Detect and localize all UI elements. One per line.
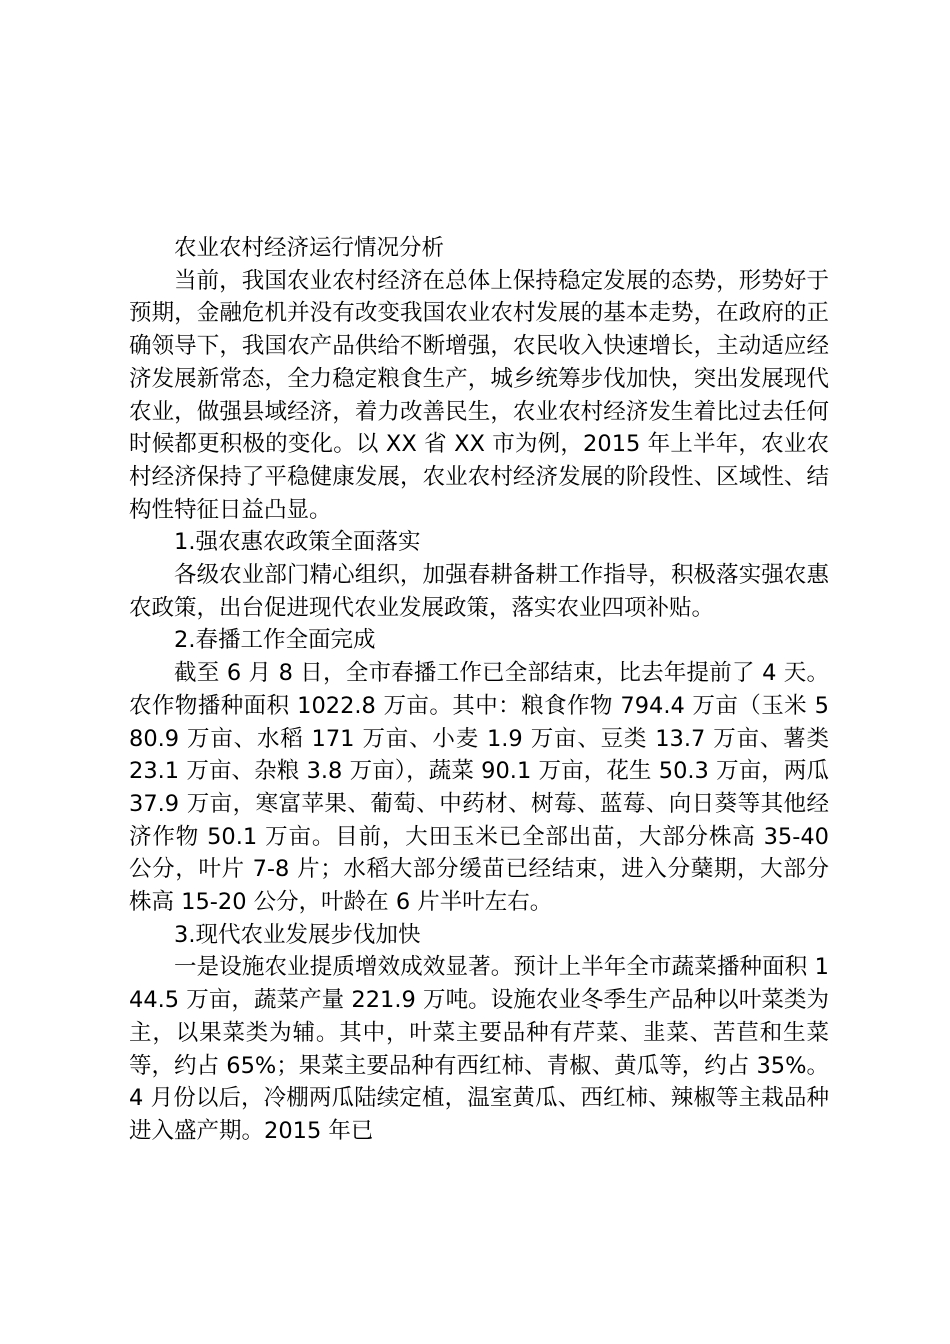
paragraph-spring-sowing: 截至 6 月 8 日，全市春播工作已全部结束，比去年提前了 4 天。农作物播种面积 1022.8 万亩。其中：粮食作物 794.4 万亩（玉米 580.9 万亩、水稻 171 万亩、小麦 1.9 万亩、豆类 13.7 万亩、薯类 23.1 万亩、杂粮 3.8 万亩），蔬菜 90.1 万亩，花生 50.3 万亩，两瓜 37.9 万亩，寒富苹果、葡萄、中药材、树莓、蓝莓、向日葵等其他经济作物 50.1 万亩。目前，大田玉米已全部出苗，大部分株高 35-40 公分，叶片 7-8 片；水稻大部分缓苗已经结束，进入分蘖期，大部分株高 15-20 公分，叶龄在 6 片半叶左右。 (129, 660, 829, 916)
paragraph-modern-agriculture: 一是设施农业提质增效成效显著。预计上半年全市蔬菜播种面积 144.5 万亩，蔬菜产量 221.9 万吨。设施农业冬季生产品种以叶菜类为主，以果菜类为辅。其中，叶菜主要品种有芹菜、韭菜、苦苣和生菜等，约占 65%；果菜主要品种有西红柿、青椒、黄瓜等，约占 35%。4 月份以后，冷棚两瓜陆续定植，温室黄瓜、西红柿、辣椒等主栽品种进入盛产期。2015 年已 (129, 954, 829, 1144)
section-heading-3: 3.现代农业发展步伐加快 (174, 921, 421, 948)
document-title: 农业农村经济运行情况分析 (174, 235, 445, 261)
paragraph-policy: 各级农业部门精心组织，加强春耕备耕工作指导，积极落实强农惠农政策，出台促进现代农业发展政策，落实农业四项补贴。 (129, 562, 829, 621)
document-page (129, 232, 829, 1148)
section-heading-2: 2.春播工作全面完成 (174, 627, 376, 654)
paragraph-intro: 当前，我国农业农村经济在总体上保持稳定发展的态势，形势好于预期，金融危机并没有改变我国农业农村发展的基本走势，在政府的正确领导下，我国农产品供给不断增强，农民收入快速增长，主动适应经济发展新常态，全力稳定粮食生产，城乡统筹步伐加快，突出发展现代农业，做强县域经济，着力改善民生，农业农村经济发生着比过去任何时候都更积极的变化。以 XX 省 XX 市为例，2015 年上半年，农业农村经济保持了平稳健康发展，农业农村经济发展的阶段性、区域性、结构性特征日益凸显。 (129, 267, 829, 523)
section-heading-1: 1.强农惠农政策全面落实 (174, 529, 421, 556)
